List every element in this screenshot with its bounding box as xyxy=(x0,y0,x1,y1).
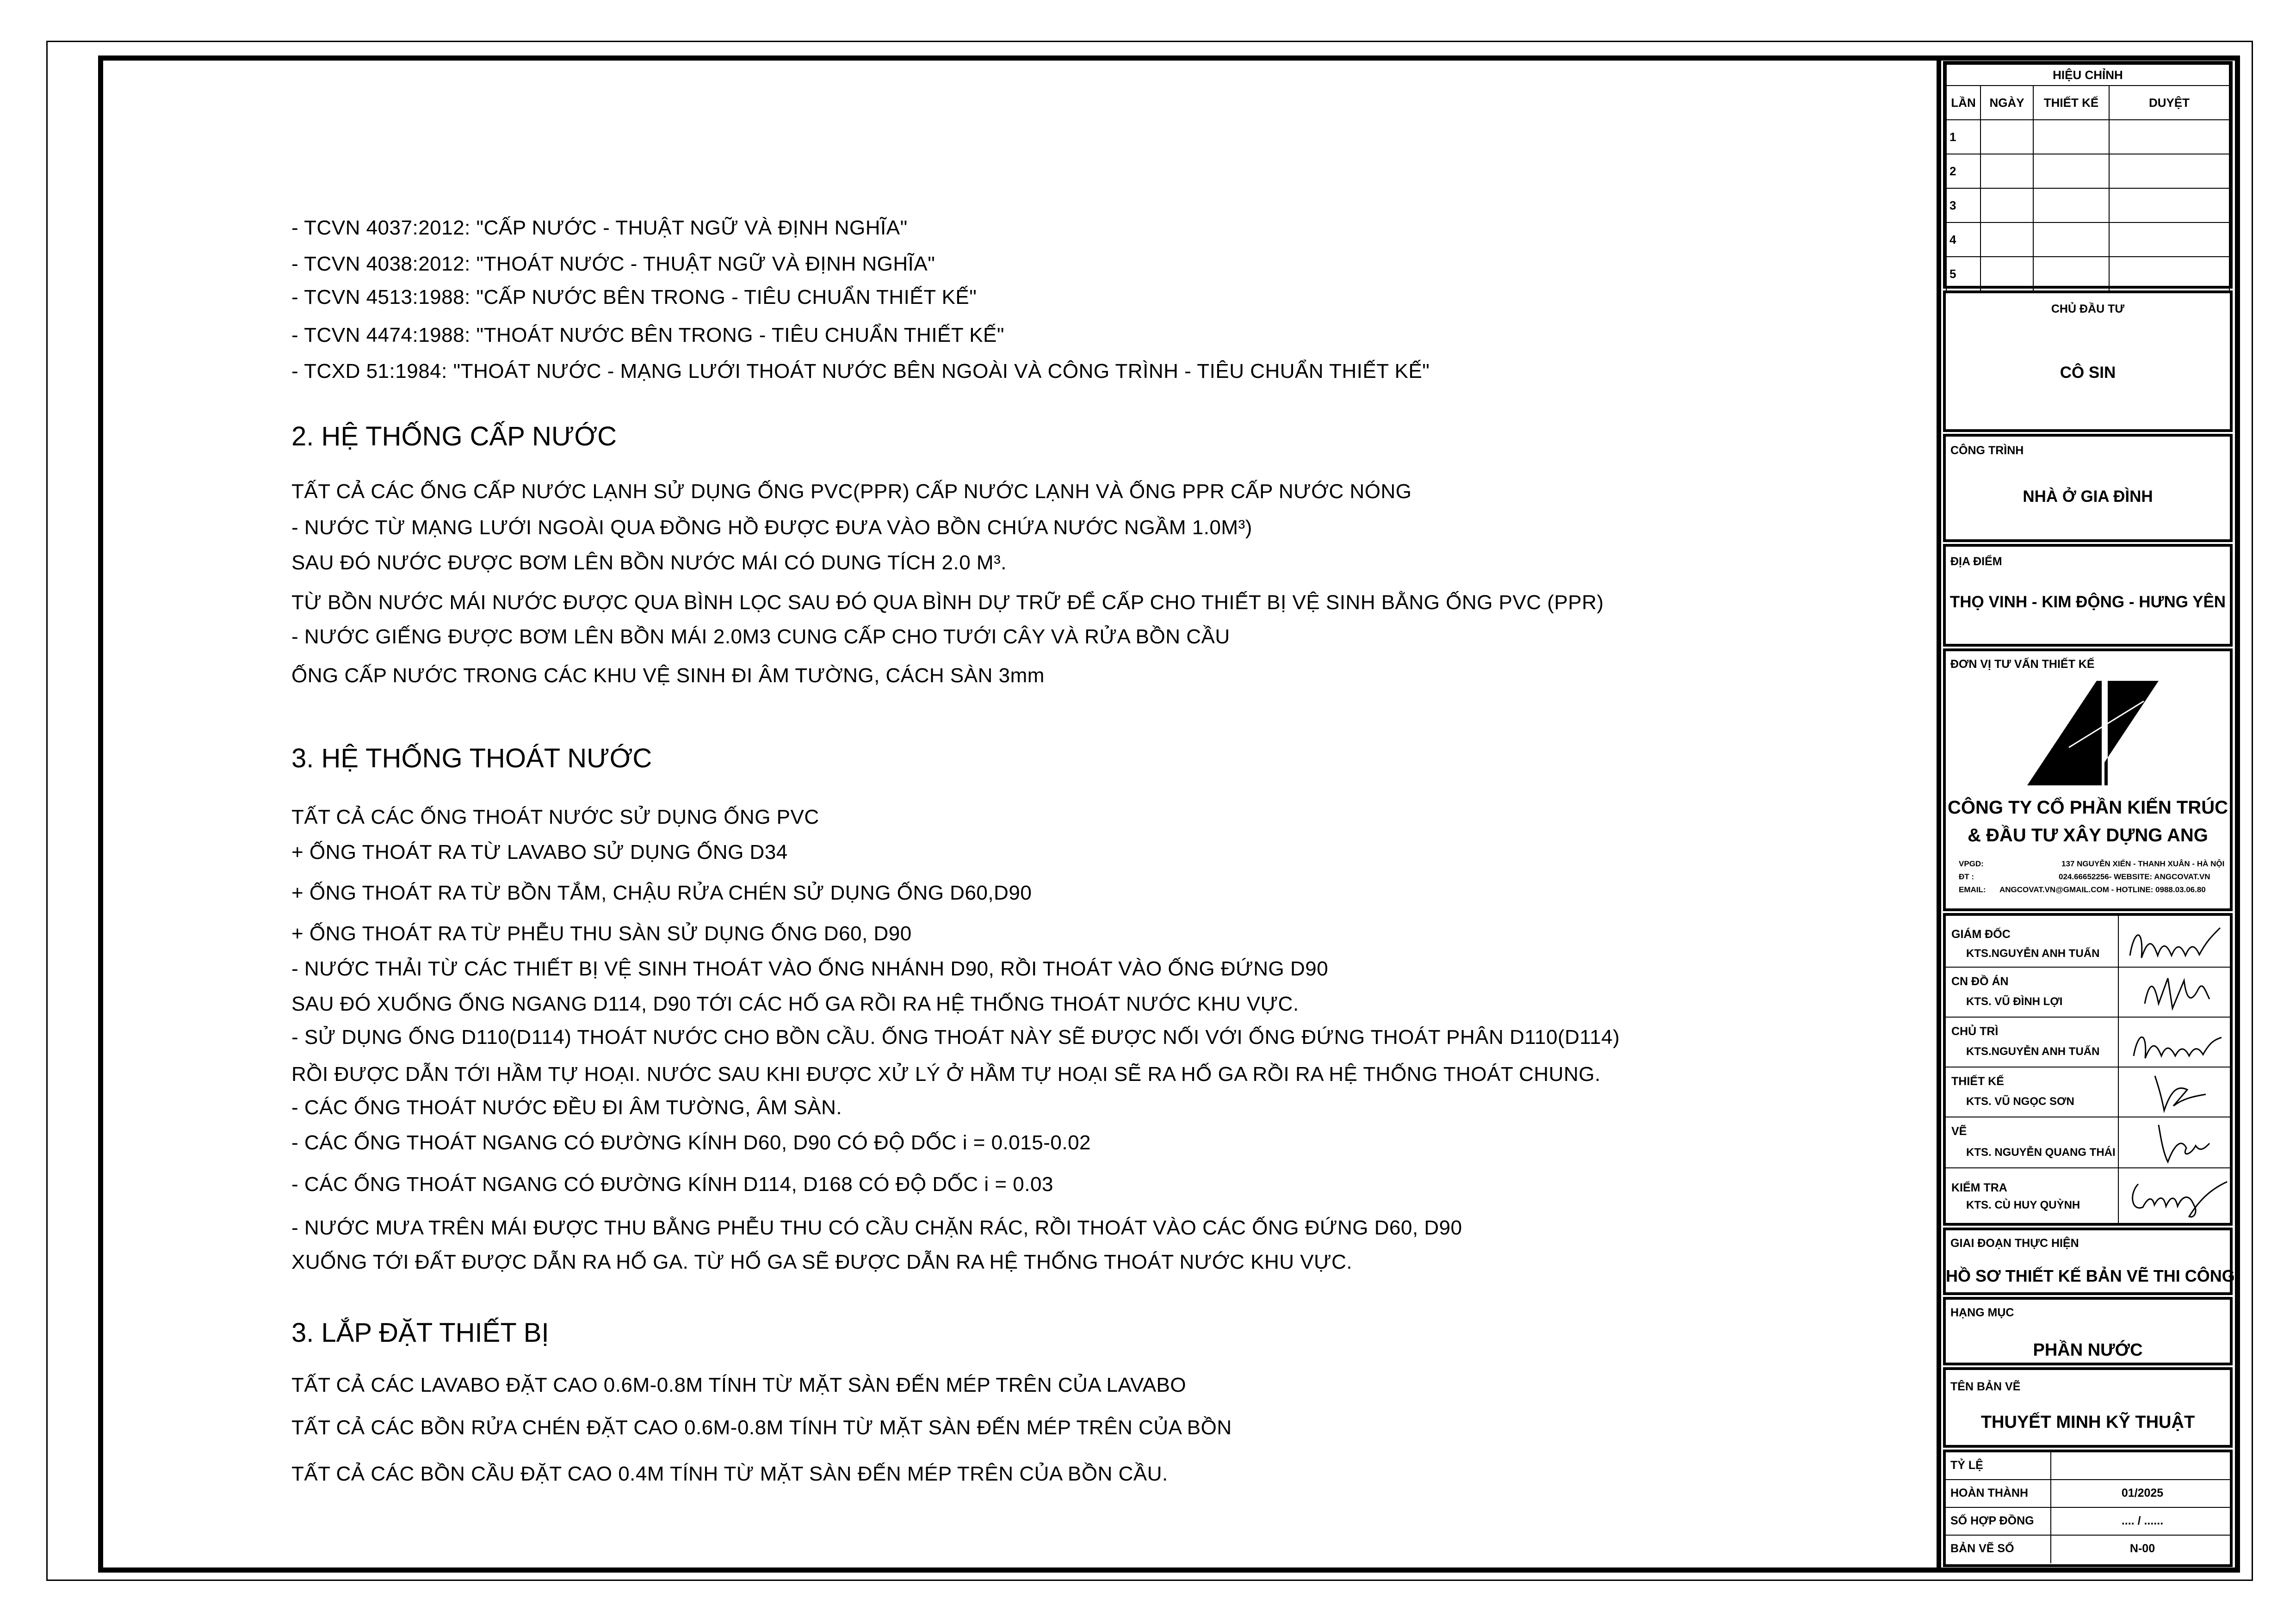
contract-label: SỐ HỢP ĐỒNG xyxy=(1950,1514,2034,1527)
note-line: - CÁC ỐNG THOÁT NGANG CÓ ĐƯỜNG KÍNH D114, D168 CÓ ĐỘ DỐC i = 0.03 xyxy=(291,1173,1053,1196)
signature-name: KTS.NGUYỄN ANH TUẤN xyxy=(1966,947,2100,960)
signature-name: KTS.NGUYỄN ANH TUẤN xyxy=(1966,1045,2100,1058)
signature-mark xyxy=(2125,919,2227,965)
revision-cell xyxy=(2109,257,2229,291)
signature-role: VẼ xyxy=(1951,1125,1967,1138)
sheet-no-value: N-00 xyxy=(2129,1542,2155,1555)
category-box xyxy=(1943,1297,2233,1365)
revision-cell xyxy=(2109,222,2229,257)
revision-row xyxy=(1946,222,2229,257)
note-line: - NƯỚC GIẾNG ĐƯỢC BƠM LÊN BỒN MÁI 2.0M3 CUNG CẤP CHO TƯỚI CÂY VÀ RỬA BỒN CẦU xyxy=(291,625,1230,648)
drawing-name-label: TÊN BẢN VẼ xyxy=(1950,1380,2021,1393)
contact-email: ANGCOVAT.VN@GMAIL.COM - HOTLINE: 0988.03.06.80 xyxy=(1999,885,2206,894)
phase-label: GIAI ĐOẠN THỰC HIỆN xyxy=(1950,1237,2079,1250)
standard-line: - TCVN 4038:2012: "THOÁT NƯỚC - THUẬT NGỮ VÀ ĐỊNH NGHĨA" xyxy=(291,253,935,275)
revision-row-number: 3 xyxy=(1946,188,1980,222)
signature-mark xyxy=(2146,1071,2215,1116)
note-line: TẤT CẢ CÁC BỒN CẦU ĐẶT CAO 0.4M TÍNH TỪ MẶT SÀN ĐẾN MÉP TRÊN CỦA BỒN CẦU. xyxy=(291,1463,1168,1485)
revision-cell xyxy=(2033,120,2109,154)
drawing-name-value: THUYẾT MINH KỸ THUẬT xyxy=(1980,1413,2195,1432)
signature-cell-divider xyxy=(2118,916,2119,967)
meta-divider xyxy=(2050,1536,2051,1563)
revision-row xyxy=(1946,188,2229,222)
note-line: TỪ BỒN NƯỚC MÁI NƯỚC ĐƯỢC QUA BÌNH LỌC SAU ĐÓ QUA BÌNH DỰ TRỮ ĐỂ CẤP CHO THIẾT BỊ VỆ SINH BẰNG ỐNG PVC (PPR) xyxy=(291,591,1604,614)
revision-cell xyxy=(2109,120,2229,154)
signature-role: GIÁM ĐỐC xyxy=(1951,928,2011,941)
consultant-label: ĐƠN VỊ TƯ VẤN THIẾT KẾ xyxy=(1950,658,2095,671)
meta-row-contract xyxy=(1946,1508,2230,1536)
signature-stroke xyxy=(2130,928,2220,958)
signature-stroke xyxy=(2134,1037,2222,1058)
meta-divider xyxy=(2050,1508,2051,1535)
revision-cell xyxy=(1980,154,2033,188)
revision-row-number: 1 xyxy=(1946,120,1980,154)
completed-value: 01/2025 xyxy=(2121,1487,2164,1500)
signature-stroke xyxy=(2145,978,2209,1008)
standard-line: - TCVN 4037:2012: "CẤP NƯỚC - THUẬT NGỮ VÀ ĐỊNH NGHĨA" xyxy=(291,216,908,239)
meta-row-sheet-no xyxy=(1946,1536,2230,1563)
meta-divider xyxy=(2050,1480,2051,1507)
signature-mark xyxy=(2149,1120,2214,1166)
revision-col-thiet-ke: THIẾT KẾ xyxy=(2033,86,2109,120)
note-line: - CÁC ỐNG THOÁT NƯỚC ĐỀU ĐI ÂM TƯỜNG, ÂM SÀN. xyxy=(291,1096,842,1119)
note-line: XUỐNG TỚI ĐẤT ĐƯỢC DẪN RA HỐ GA. TỪ HỐ GA SẼ ĐƯỢC DẪN RA HỆ THỐNG THOÁT NƯỚC KHU VỰC. xyxy=(291,1251,1353,1273)
signature-cell-divider xyxy=(2118,1168,2119,1223)
signature-role: KIỂM TRA xyxy=(1951,1181,2007,1194)
note-line: TẤT CẢ CÁC ỐNG CẤP NƯỚC LẠNH SỬ DỤNG ỐNG PVC(PPR) CẤP NƯỚC LẠNH VÀ ỐNG PPR CẤP NƯỚC NÓNG xyxy=(291,480,1412,503)
revision-col-ngay: NGÀY xyxy=(1980,86,2033,120)
revision-table xyxy=(1943,61,2233,289)
signature-role: THIẾT KẾ xyxy=(1951,1075,2004,1088)
signature-cell-divider xyxy=(2118,1018,2119,1067)
contract-value: .... / ...... xyxy=(2121,1514,2164,1527)
meta-box xyxy=(1943,1450,2233,1567)
revision-grid xyxy=(1946,64,2230,291)
note-line: + ỐNG THOÁT RA TỪ LAVABO SỬ DỤNG ỐNG D34 xyxy=(291,841,788,864)
note-line: - SỬ DỤNG ỐNG D110(D114) THOÁT NƯỚC CHO BỒN CẦU. ỐNG THOÁT NÀY SẼ ĐƯỢC NỐI VỚI ỐNG ĐỨNG THOÁT PHÂN D110(D114) xyxy=(291,1026,1620,1049)
phase-box xyxy=(1943,1228,2233,1295)
signature-name: KTS. NGUYỄN QUANG THÁI xyxy=(1966,1146,2116,1159)
revision-cell xyxy=(2033,257,2109,291)
signature-name: KTS. CÙ HUY QUỲNH xyxy=(1966,1199,2080,1211)
category-value: PHẦN NƯỚC xyxy=(2033,1340,2143,1360)
signature-mark xyxy=(2129,1021,2226,1066)
contact-dt: 024.66652256- WEBSITE: ANGCOVAT.VN xyxy=(2059,872,2210,881)
revision-row xyxy=(1946,257,2229,291)
revision-cell xyxy=(1980,120,2033,154)
revision-cell xyxy=(2033,222,2109,257)
revision-cell xyxy=(2033,188,2109,222)
scale-label: TỶ LỆ xyxy=(1950,1459,1983,1472)
title-block-divider xyxy=(1937,56,1941,1573)
revision-row xyxy=(1946,154,2229,188)
note-line: - CÁC ỐNG THOÁT NGANG CÓ ĐƯỜNG KÍNH D60, D90 CÓ ĐỘ DỐC i = 0.015-0.02 xyxy=(291,1131,1091,1154)
revision-row-number: 4 xyxy=(1946,222,1980,257)
signature-stroke xyxy=(2155,1076,2206,1111)
contact-vpgd: 137 NGUYỄN XIỂN - THANH XUÂN - HÀ NỘI xyxy=(2061,859,2225,868)
revision-row-number: 2 xyxy=(1946,154,1980,188)
revision-cell xyxy=(1980,257,2033,291)
meta-row-scale xyxy=(1946,1452,2230,1480)
signature-stroke xyxy=(2159,1125,2209,1162)
section-heading: 3. HỆ THỐNG THOÁT NƯỚC xyxy=(291,743,652,773)
revision-cell xyxy=(1980,188,2033,222)
signature-mark xyxy=(2124,1170,2231,1221)
signature-row xyxy=(1946,1168,2230,1223)
note-line: TẤT CẢ CÁC BỒN RỬA CHÉN ĐẶT CAO 0.6M-0.8M TÍNH TỪ MẶT SÀN ĐẾN MÉP TRÊN CỦA BỒN xyxy=(291,1416,1232,1439)
signature-row xyxy=(1946,968,2230,1018)
signature-cell-divider xyxy=(2118,1117,2119,1167)
note-line: - NƯỚC THẢI TỪ CÁC THIẾT BỊ VỆ SINH THOÁT VÀO ỐNG NHÁNH D90, RỒI THOÁT VÀO ỐNG ĐỨNG D90 xyxy=(291,957,1329,980)
note-line: ỐNG CẤP NƯỚC TRONG CÁC KHU VỆ SINH ĐI ÂM TƯỜNG, CÁCH SÀN 3mm xyxy=(291,664,1045,687)
project-name: NHÀ Ở GIA ĐÌNH xyxy=(2023,488,2153,506)
signature-row xyxy=(1946,1117,2230,1168)
signature-row xyxy=(1946,916,2230,968)
project-box xyxy=(1943,434,2233,542)
phase-value: HỒ SƠ THIẾT KẾ BẢN VẼ THI CÔNG xyxy=(1946,1266,2235,1285)
standard-line: - TCVN 4474:1988: "THOÁT NƯỚC BÊN TRONG - TIÊU CHUẨN THIẾT KẾ" xyxy=(291,324,1005,346)
section-heading: 3. LẮP ĐẶT THIẾT BỊ xyxy=(291,1318,549,1348)
sheet-no-label: BẢN VẼ SỐ xyxy=(1950,1542,2014,1555)
note-line: RỒI ĐƯỢC DẪN TỚI HẦM TỰ HOẠI. NƯỚC SAU KHI ĐƯỢC XỬ LÝ Ở HẦM TỰ HOẠI SẼ RA HỐ GA RỒI RA HỆ THỐNG THOÁT CHUNG. xyxy=(291,1063,1601,1086)
contact-email-label: EMAIL: xyxy=(1959,885,1986,894)
project-label: CÔNG TRÌNH xyxy=(1950,444,2024,457)
company-logo xyxy=(2024,678,2162,789)
signature-role: CHỦ TRÌ xyxy=(1951,1025,1999,1038)
note-line: - NƯỚC MƯA TRÊN MÁI ĐƯỢC THU BẰNG PHỄU THU CÓ CẦU CHẶN RÁC, RỒI THOÁT VÀO CÁC ỐNG ĐỨNG D60, D90 xyxy=(291,1216,1462,1239)
signature-name: KTS. VŨ NGỌC SƠN xyxy=(1966,1095,2074,1108)
location-label: ĐỊA ĐIỂM xyxy=(1950,555,2002,568)
note-line: SAU ĐÓ XUỐNG ỐNG NGANG D114, D90 TỚI CÁC HỐ GA RỒI RA HỆ THỐNG THOÁT NƯỚC KHU VỰC. xyxy=(291,993,1299,1015)
note-line: + ỐNG THOÁT RA TỪ BỒN TẮM, CHẬU RỬA CHÉN SỬ DỤNG ỐNG D60,D90 xyxy=(291,882,1032,904)
meta-divider xyxy=(2050,1452,2051,1479)
revision-title: HIỆU CHỈNH xyxy=(1946,64,2229,86)
signature-row xyxy=(1946,1018,2230,1068)
standard-line: - TCXD 51:1984: "THOÁT NƯỚC - MẠNG LƯỚI THOÁT NƯỚC BÊN NGOÀI VÀ CÔNG TRÌNH - TIÊU CHUẨN THIẾT KẾ" xyxy=(291,360,1430,383)
consultant-box xyxy=(1943,648,2233,911)
category-label: HẠNG MỤC xyxy=(1950,1306,2014,1319)
contact-dt-label: ĐT : xyxy=(1959,872,1974,881)
revision-row-number: 5 xyxy=(1946,257,1980,291)
signature-name: KTS. VŨ ĐÌNH LỢI xyxy=(1966,995,2063,1008)
signature-row xyxy=(1946,1068,2230,1117)
revision-row xyxy=(1946,120,2229,154)
contact-vpgd-label: VPGD: xyxy=(1959,859,1984,868)
owner-name: CÔ SIN xyxy=(2060,364,2116,382)
signature-block xyxy=(1943,913,2233,1226)
note-line: TẤT CẢ CÁC ỐNG THOÁT NƯỚC SỬ DỤNG ỐNG PVC xyxy=(291,806,819,828)
location-name: THỌ VINH - KIM ĐỘNG - HƯNG YÊN xyxy=(1949,593,2226,611)
meta-row-completed xyxy=(1946,1480,2230,1508)
standard-line: - TCVN 4513:1988: "CẤP NƯỚC BÊN TRONG - TIÊU CHUẨN THIẾT KẾ" xyxy=(291,286,977,309)
revision-cell xyxy=(2033,154,2109,188)
revision-cell xyxy=(2109,154,2229,188)
revision-col-lan: LẦN xyxy=(1946,86,1980,120)
location-box xyxy=(1943,544,2233,647)
signature-cell-divider xyxy=(2118,1068,2119,1117)
company-name-line2: & ĐẦU TƯ XÂY DỰNG ANG xyxy=(1968,825,2208,845)
drawing-name-box xyxy=(1943,1367,2233,1448)
owner-label: CHỦ ĐẦU TƯ xyxy=(2051,302,2125,315)
company-name-line1: CÔNG TY CỔ PHẦN KIẾN TRÚC xyxy=(1948,797,2228,818)
signature-mark xyxy=(2140,971,2214,1016)
revision-col-duyet: DUYỆT xyxy=(2109,86,2229,120)
completed-label: HOÀN THÀNH xyxy=(1950,1487,2029,1500)
owner-box xyxy=(1943,290,2233,432)
revision-cell xyxy=(2109,188,2229,222)
note-line: TẤT CẢ CÁC LAVABO ĐẶT CAO 0.6M-0.8M TÍNH TỪ MẶT SÀN ĐẾN MÉP TRÊN CỦA LAVABO xyxy=(291,1374,1187,1396)
note-line: SAU ĐÓ NƯỚC ĐƯỢC BƠM LÊN BỒN NƯỚC MÁI CÓ DUNG TÍCH 2.0 M³. xyxy=(291,551,1007,574)
signature-role: CN ĐỒ ÁN xyxy=(1951,975,2009,988)
revision-cell xyxy=(1980,222,2033,257)
note-line: - NƯỚC TỪ MẠNG LƯỚI NGOÀI QUA ĐỒNG HỒ ĐƯỢC ĐƯA VÀO BỒN CHỨA NƯỚC NGẦM 1.0M³) xyxy=(291,516,1252,539)
section-heading: 2. HỆ THỐNG CẤP NƯỚC xyxy=(291,421,617,451)
note-line: + ỐNG THOÁT RA TỪ PHỄU THU SÀN SỬ DỤNG ỐNG D60, D90 xyxy=(291,922,912,945)
signature-cell-divider xyxy=(2118,968,2119,1017)
signature-stroke xyxy=(2133,1182,2227,1217)
